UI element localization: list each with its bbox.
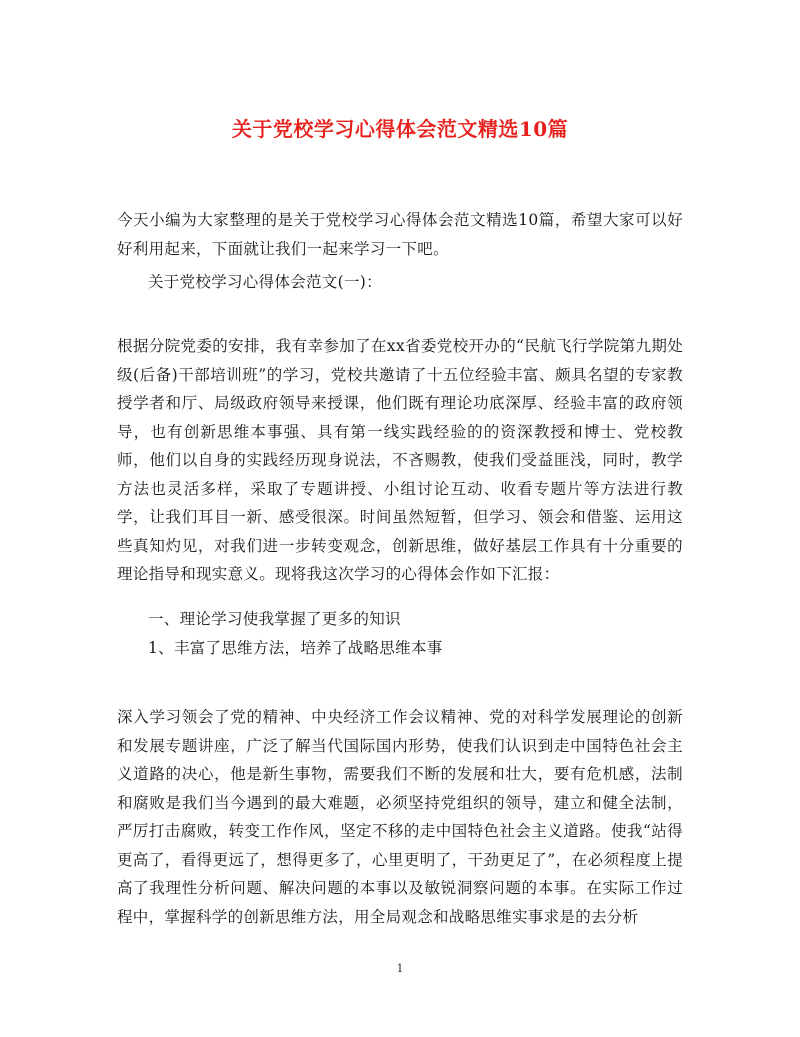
section-heading-1: 一、理论学习使我掌握了更多的知识: [148, 610, 401, 628]
intro-paragraph: 今天小编为大家整理的是关于党校学习心得体会范文精选10篇，希望大家可以好好利用起来，下面就让我们一起来学习一下吧。: [117, 211, 683, 258]
body-paragraph-2: 深入学习领会了党的精神、中央经济工作会议精神、党的对科学发展理论的创新和发展专题讲座，广泛了解当代国际国内形势，使我们认识到走中国特色社会主义道路的决心，他是新生事物，需要我们不断的发展和壮大，要有危机感，法制和腐败是我们当今遇到的最大难题，必须坚持党组织的领导，建立和健全法制，严厉打击腐败，转变工作作风，坚定不移的走中国特色社会主义道路。使我“站得更高了，看得更远了，想得更多了，心里更明了，干劲更足了”，在必须程度上提高了我理性分析问题、解决问题的本事以及敏锐洞察问题的本事。在实际工作过程中，掌握科学的创新思维方法，用全局观念和战略思维实事求是的去分析: [117, 708, 683, 926]
subheading: 关于党校学习心得体会范文(一)：: [148, 273, 382, 291]
section-heading-1-1: 1、丰富了思维方法，培养了战略思维本事: [148, 639, 443, 657]
page-number: 1: [396, 962, 404, 975]
body-paragraph-1: 根据分院党委的安排，我有幸参加了在xx省委党校开办的“民航飞行学院第九期处级(后备)干部培训班”的学习，党校共邀请了十五位经验丰富、颇具名望的专家教授学者和厅、局级政府领导来授课，他们既有理论功底深厚、经验丰富的政府领导，也有创新思维本事强、具有第一线实践经验的的资深教授和博士、党校教师，他们以自身的实践经历现身说法，不吝赐教，使我们受益匪浅，同时，教学方法也灵活多样，采取了专题讲授、小组讨论互动、收看专题片等方法进行教学，让我们耳目一新、感受很深。时间虽然短暂，但学习、领会和借鉴、运用这些真知灼见，对我们进一步转变观念，创新思维，做好基层工作具有十分重要的理论指导和现实意义。现将我这次学习的心得体会作如下汇报：: [117, 337, 683, 583]
document-title: 关于党校学习心得体会范文精选10篇: [231, 117, 569, 141]
